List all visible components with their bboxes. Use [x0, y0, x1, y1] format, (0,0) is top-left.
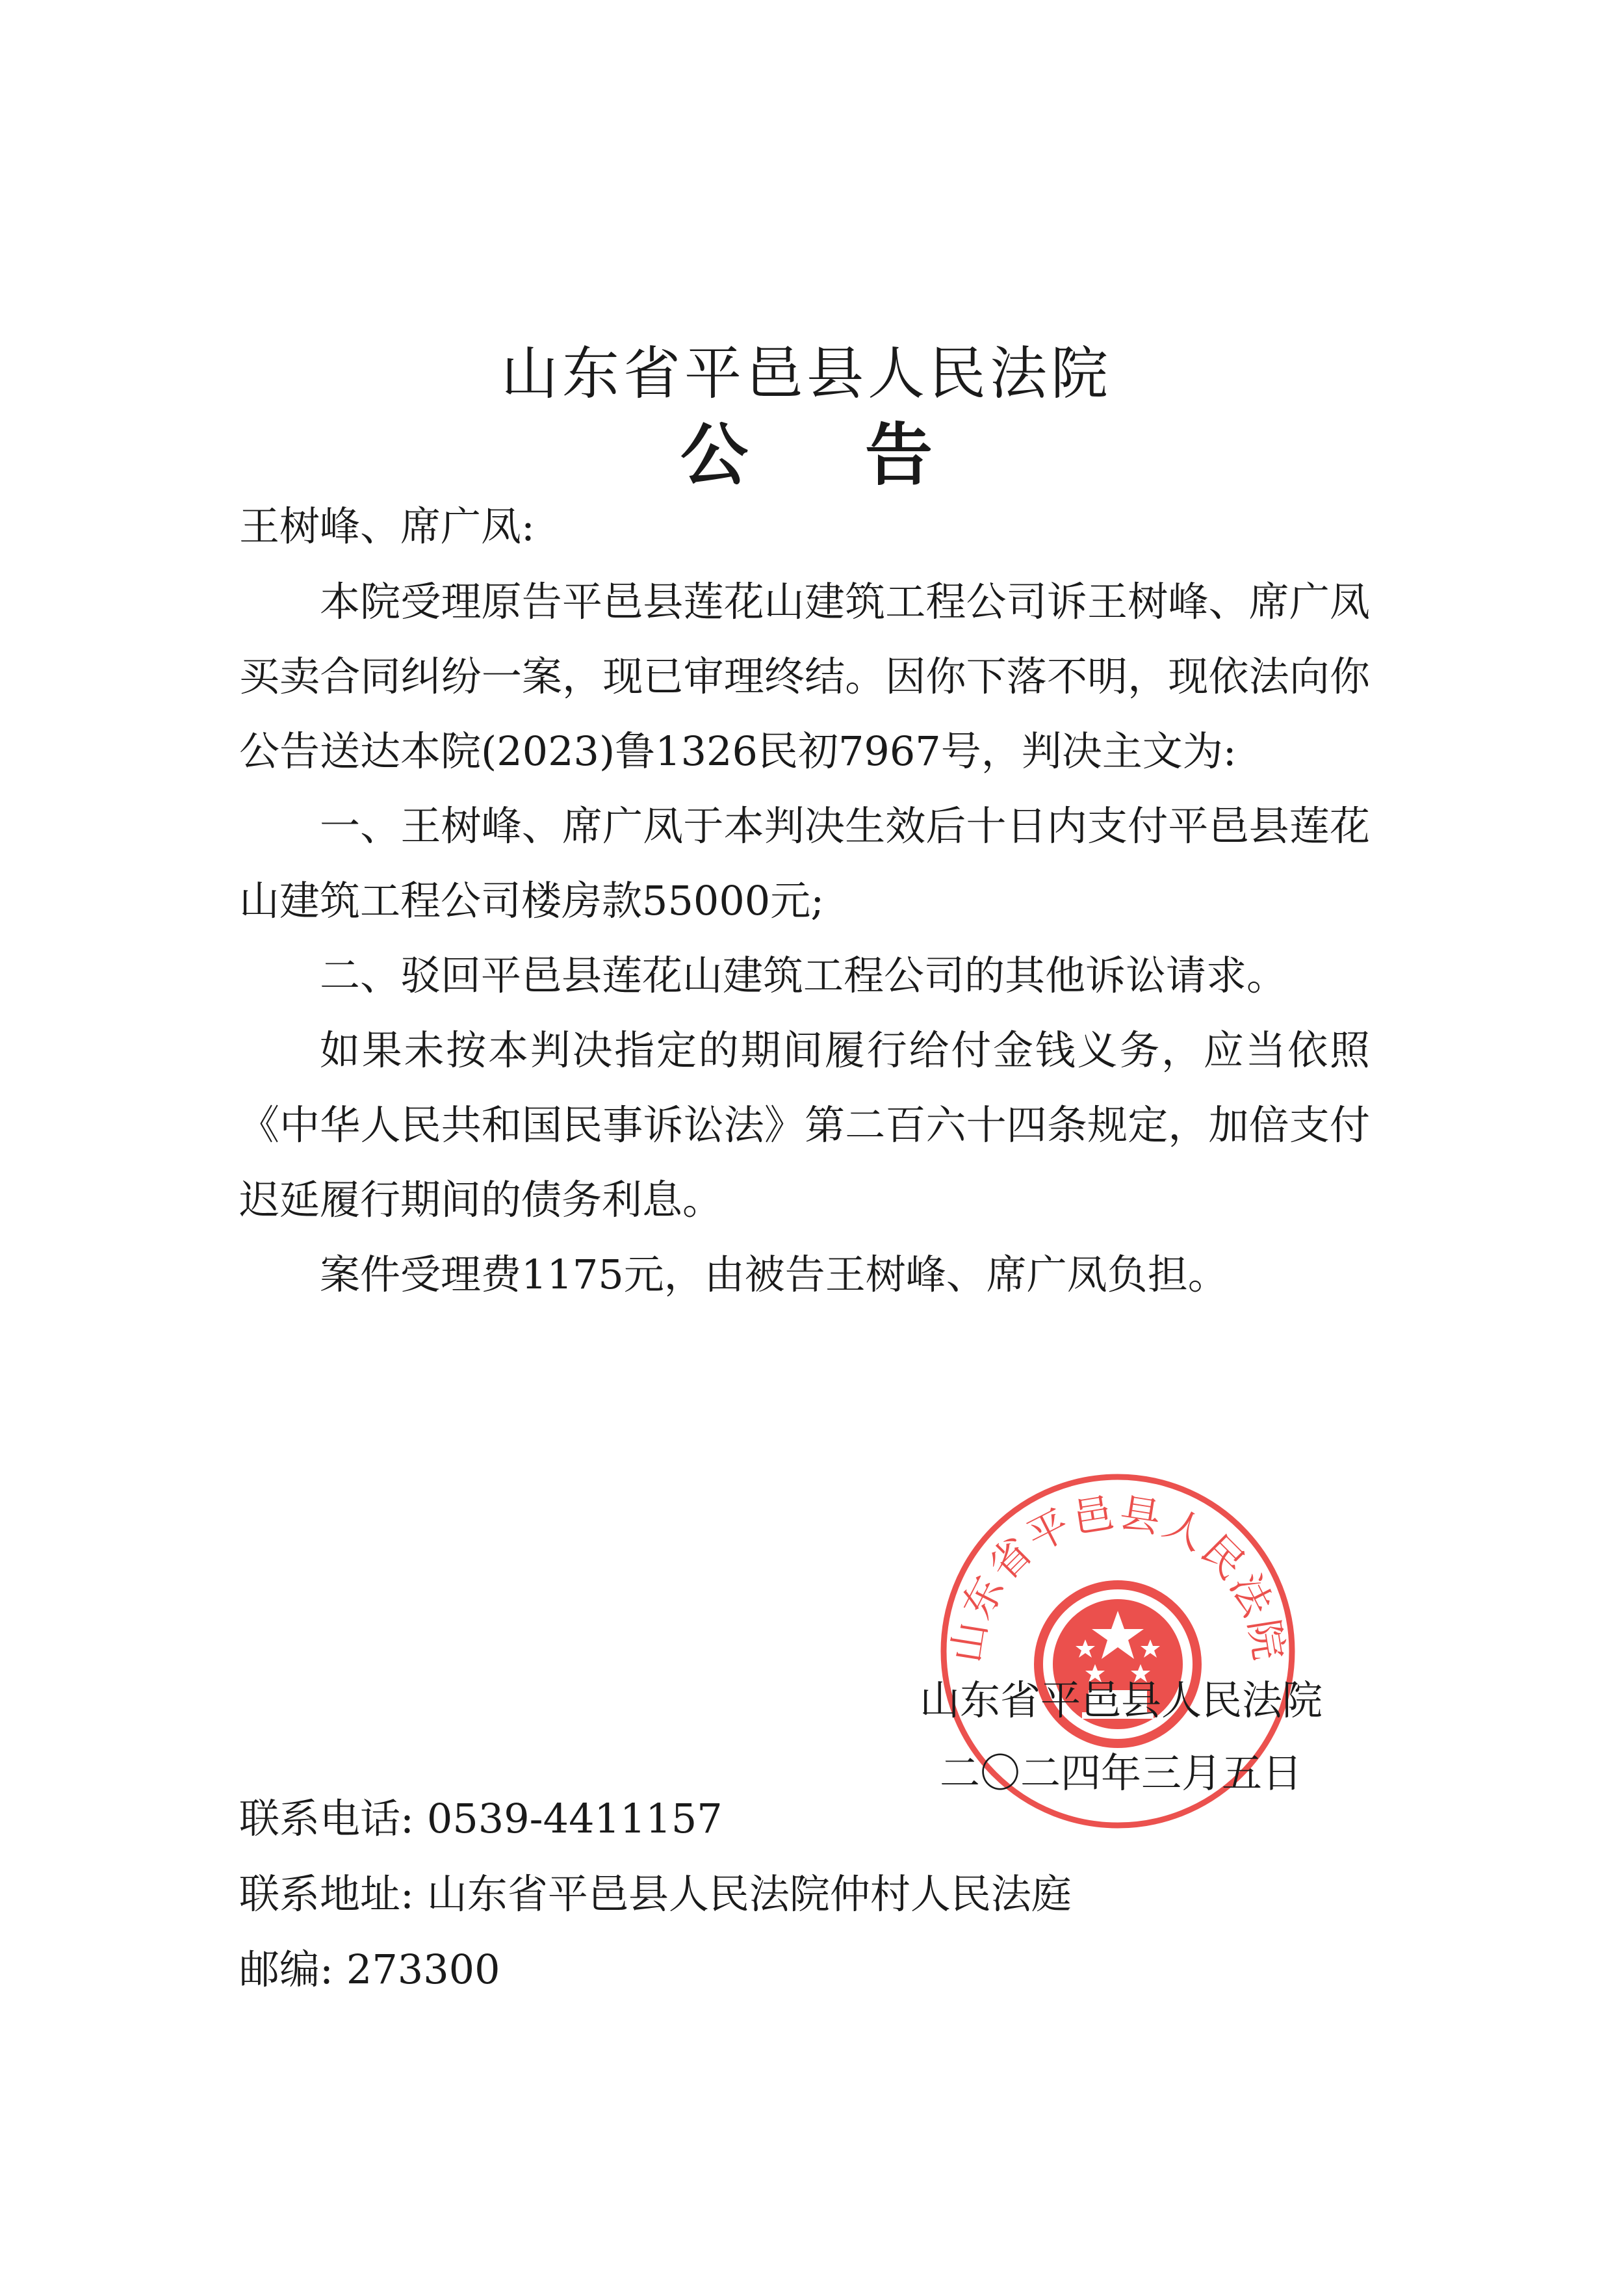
page-subtitle: 公告	[680, 415, 1050, 495]
seal-text: 山东省平邑县人民法院	[942, 1489, 1293, 1666]
contact-phone-label: 联系电话:	[239, 1795, 414, 1842]
paragraph-fee: 案件受理费1175元，由被告王树峰、席广凤负担。	[320, 1251, 1228, 1298]
addressee: 王树峰、席广凤:	[239, 502, 535, 550]
paragraph-interest: 如果未按本判决指定的期间履行给付金钱义务，应当依照《中华人民共和国民事诉讼法》第二百六十四条规定，加倍支付迟延履行期间的债务利息。	[239, 1026, 1370, 1223]
paragraph-judgment-item-2: 二、驳回平邑县莲花山建筑工程公司的其他诉讼请求。	[320, 952, 1287, 999]
contact-postcode-label: 邮编:	[239, 1946, 333, 1993]
contact-postcode: 273300	[346, 1946, 500, 1993]
contact-phone: 0539-4411157	[426, 1795, 723, 1842]
contact-block	[239, 1781, 1072, 2007]
notice-body	[239, 564, 1370, 1312]
paragraph-case: 本院受理原告平邑县莲花山建筑工程公司诉王树峰、席广凤买卖合同纠纷一案，现已审理终结。因你下落不明，现依法向你公告送达本院(2023)鲁1326民初7967号，判决主文为:	[239, 578, 1370, 775]
page-title: 山东省平邑县人民法院	[500, 340, 1112, 407]
signature-court: 山东省平邑县人民法院	[919, 1676, 1323, 1724]
contact-address-row	[239, 1857, 1072, 1932]
signature-date: 二〇二四年三月五日	[939, 1749, 1302, 1797]
contact-postcode-row	[239, 1932, 1072, 2007]
paragraph-judgment-item-1: 一、王树峰、席广凤于本判决生效后十日内支付平邑县莲花山建筑工程公司楼房款55000元;	[239, 802, 1370, 924]
contact-address-label: 联系地址:	[239, 1870, 414, 1918]
contact-phone-row	[239, 1781, 1072, 1857]
contact-address: 山东省平邑县人民法院仲村人民法庭	[426, 1870, 1072, 1918]
